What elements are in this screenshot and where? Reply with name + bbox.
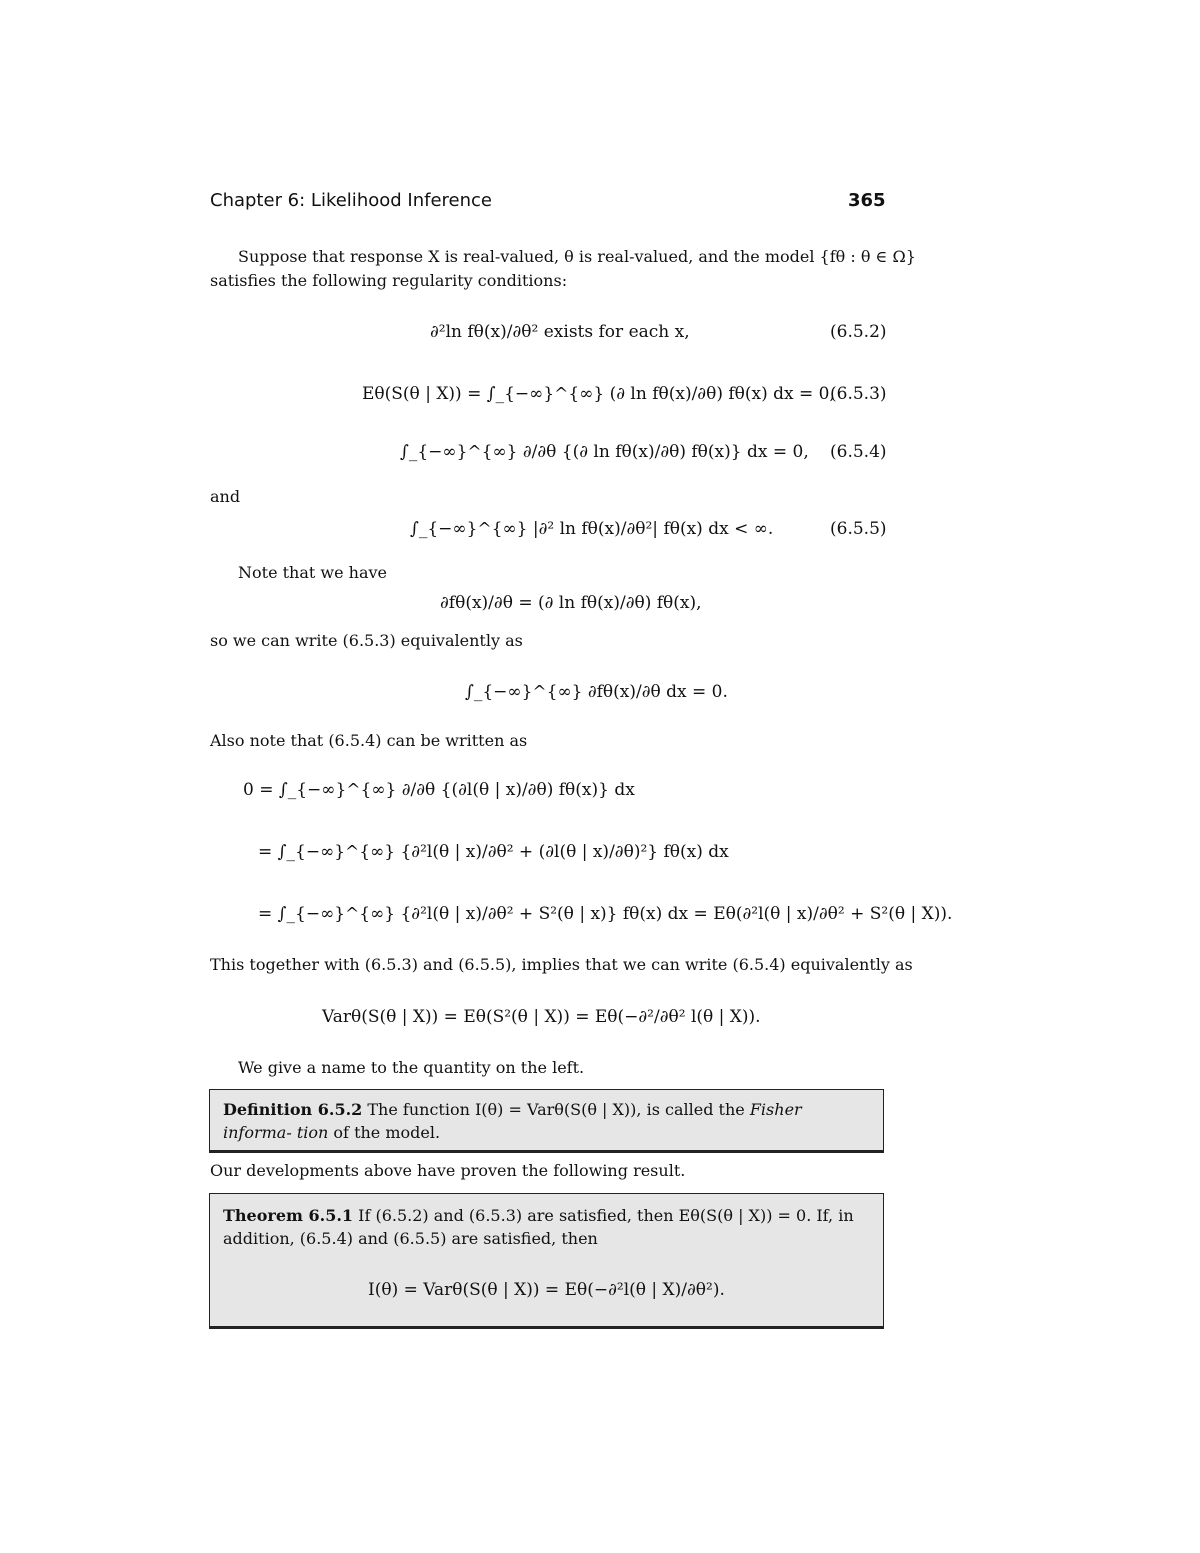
theorem-formula: I(θ) = Varθ(S(θ | X)) = Eθ(−∂²l(θ | X)/∂θ²). (368, 1280, 725, 1300)
note-text: Note that we have (238, 563, 388, 582)
note-equation: ∂fθ(x)/∂θ = (∂ ln fθ(x)/∂θ) fθ(x), (440, 593, 702, 613)
definition-tion: tion (296, 1123, 329, 1142)
equation-number-6-5-5: (6.5.5) (830, 519, 887, 539)
and-text: and (210, 487, 241, 506)
equation-number-6-5-3: (6.5.3) (830, 384, 887, 404)
definition-text-a: The function I(θ) = Varθ(S(θ | X)), is called the (367, 1100, 745, 1119)
together-text: This together with (6.5.3) and (6.5.5), implies that we can write (6.5.4) equivalently as (210, 955, 913, 974)
theorem-text-b: addition, (6.5.4) and (6.5.5) are satisfied, then (223, 1229, 598, 1248)
derivation-line-2: = ∫_{−∞}^{∞} {∂²l(θ | x)/∂θ² + (∂l(θ | x)/∂θ)²} fθ(x) dx (258, 842, 729, 862)
equation-6-5-2: ∂²ln fθ(x)/∂θ² exists for each x, (430, 322, 690, 342)
definition-label: Definition 6.5.2 (223, 1100, 363, 1119)
theorem-box (209, 1193, 884, 1327)
definition-fisher: Fisher informa- (223, 1100, 802, 1142)
equation-6-5-5: ∫_{−∞}^{∞} |∂² ln fθ(x)/∂θ²| fθ(x) dx < ∞. (410, 519, 774, 539)
definition-text-b: of the model. (333, 1123, 441, 1142)
so-we-can-text: so we can write (6.5.3) equivalently as (210, 631, 523, 650)
equation-6-5-4: ∫_{−∞}^{∞} ∂/∂θ {(∂ ln fθ(x)/∂θ) fθ(x)} dx = 0, (400, 442, 809, 462)
definition-box (209, 1089, 884, 1151)
derivation-line-3: = ∫_{−∞}^{∞} {∂²l(θ | x)/∂θ² + S²(θ | x)} fθ(x) dx = Eθ(∂²l(θ | x)/∂θ² + S²(θ | X)). (258, 904, 953, 924)
definition-content (223, 1098, 870, 1144)
our-developments-text: Our developments above have proven the following result. (210, 1161, 686, 1180)
also-note-text: Also note that (6.5.4) can be written as (210, 731, 528, 750)
derivation-line-1: 0 = ∫_{−∞}^{∞} ∂/∂θ {(∂l(θ | x)/∂θ) fθ(x)} dx (243, 780, 635, 800)
intro-line-2: satisfies the following regularity conditions: (210, 271, 568, 290)
intro-line-1: Suppose that response X is real-valued, θ is real-valued, and the model {fθ : θ ∈ Ω} (238, 247, 916, 266)
theorem-text-a: If (6.5.2) and (6.5.3) are satisfied, then Eθ(S(θ | X)) = 0. If, in (358, 1206, 854, 1225)
equation-number-6-5-4: (6.5.4) (830, 442, 887, 462)
equation-number-6-5-2: (6.5.2) (830, 322, 887, 342)
running-header: Chapter 6: Likelihood Inference (210, 190, 492, 211)
we-give-text: We give a name to the quantity on the left. (238, 1058, 585, 1077)
theorem-content (223, 1204, 870, 1250)
theorem-label: Theorem 6.5.1 (223, 1206, 354, 1225)
variance-equation: Varθ(S(θ | X)) = Eθ(S²(θ | X)) = Eθ(−∂²/∂θ² l(θ | X)). (322, 1007, 761, 1027)
equation-6-5-3: Eθ(S(θ | X)) = ∫_{−∞}^{∞} (∂ ln fθ(x)/∂θ) fθ(x) dx = 0, (362, 384, 835, 404)
alt-equation-6-5-3: ∫_{−∞}^{∞} ∂fθ(x)/∂θ dx = 0. (465, 682, 728, 702)
page-number: 365 (848, 190, 886, 211)
